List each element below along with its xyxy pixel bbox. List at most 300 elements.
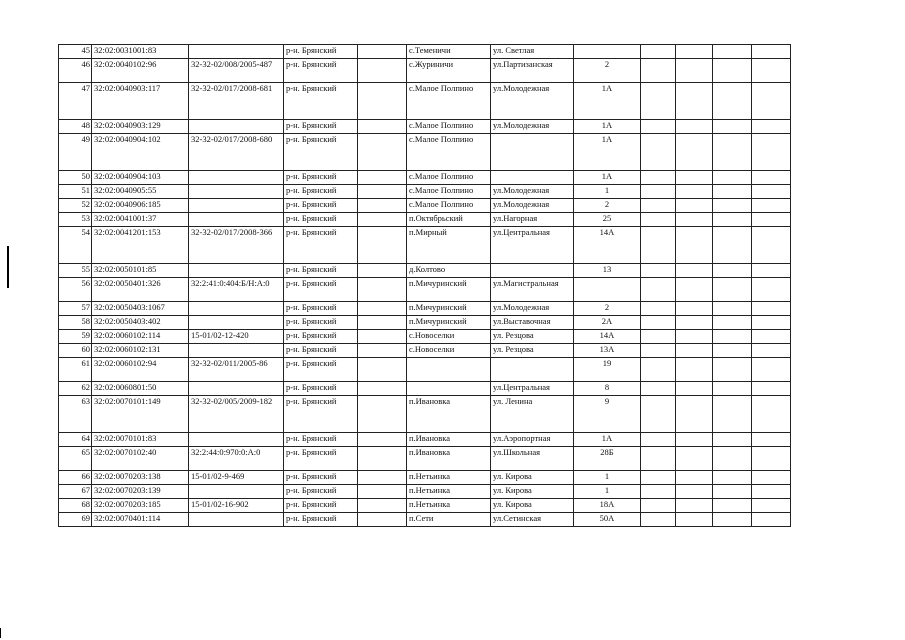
locality-cell: п.Мичуринский	[407, 316, 491, 330]
row-number-cell: 62	[59, 382, 92, 396]
empty-cell	[641, 433, 676, 447]
empty-cell	[752, 59, 791, 83]
district-cell: р-н. Брянский	[284, 59, 358, 83]
empty-cell	[676, 382, 713, 396]
house-number-cell: 2	[574, 302, 641, 316]
registration-number-cell: 32-32-02/017/2008-366	[189, 227, 284, 264]
registration-number-cell: 32-32-02/008/2005-487	[189, 59, 284, 83]
table-row	[59, 264, 791, 278]
row-number-cell: 56	[59, 278, 92, 302]
empty-cell	[641, 471, 676, 485]
empty-cell	[713, 278, 752, 302]
empty-cell	[752, 513, 791, 527]
row-number-cell: 58	[59, 316, 92, 330]
empty-cell	[713, 199, 752, 213]
street-cell: ул.Молодежная	[491, 199, 574, 213]
house-number-cell: 1А	[574, 171, 641, 185]
empty-cell	[676, 59, 713, 83]
house-number-cell	[574, 45, 641, 59]
district-cell: р-н. Брянский	[284, 83, 358, 120]
row-number-cell: 47	[59, 83, 92, 120]
cadastral-number-cell: 32:02:0041001:37	[92, 213, 189, 227]
locality-cell: п.Мичуринский	[407, 302, 491, 316]
district-cell: р-н. Брянский	[284, 213, 358, 227]
empty-cell	[641, 83, 676, 120]
district-cell: р-н. Брянский	[284, 344, 358, 358]
empty-cell	[752, 485, 791, 499]
blank-cell	[358, 382, 407, 396]
empty-cell	[752, 302, 791, 316]
street-cell: ул.Молодежная	[491, 185, 574, 199]
blank-cell	[358, 199, 407, 213]
empty-cell	[641, 278, 676, 302]
empty-cell	[641, 358, 676, 382]
table-row	[59, 447, 791, 471]
empty-cell	[752, 213, 791, 227]
empty-cell	[752, 433, 791, 447]
empty-cell	[676, 513, 713, 527]
empty-cell	[752, 344, 791, 358]
table-row	[59, 199, 791, 213]
table-row	[59, 185, 791, 199]
empty-cell	[713, 264, 752, 278]
empty-cell	[713, 83, 752, 120]
empty-cell	[641, 134, 676, 171]
street-cell: ул.Центральная	[491, 382, 574, 396]
house-number-cell: 28Б	[574, 447, 641, 471]
empty-cell	[676, 344, 713, 358]
table-row	[59, 302, 791, 316]
row-number-cell: 60	[59, 344, 92, 358]
blank-cell	[358, 45, 407, 59]
empty-cell	[641, 499, 676, 513]
locality-cell: п.Октябрьский	[407, 213, 491, 227]
empty-cell	[752, 199, 791, 213]
locality-cell: с.Малое Полпино	[407, 134, 491, 171]
blank-cell	[358, 485, 407, 499]
empty-cell	[713, 447, 752, 471]
locality-cell	[407, 382, 491, 396]
cadastral-number-cell: 32:02:0070102:40	[92, 447, 189, 471]
row-number-cell: 45	[59, 45, 92, 59]
empty-cell	[641, 120, 676, 134]
blank-cell	[358, 302, 407, 316]
district-cell: р-н. Брянский	[284, 499, 358, 513]
empty-cell	[713, 513, 752, 527]
house-number-cell: 14А	[574, 330, 641, 344]
registration-number-cell	[189, 316, 284, 330]
district-cell: р-н. Брянский	[284, 382, 358, 396]
cadastral-number-cell: 32:02:0060102:131	[92, 344, 189, 358]
empty-cell	[641, 447, 676, 471]
registration-number-cell	[189, 513, 284, 527]
empty-cell	[752, 358, 791, 382]
street-cell: ул.Аэропортная	[491, 433, 574, 447]
empty-cell	[641, 199, 676, 213]
house-number-cell: 25	[574, 213, 641, 227]
empty-cell	[676, 199, 713, 213]
empty-cell	[641, 227, 676, 264]
blank-cell	[358, 316, 407, 330]
empty-cell	[713, 134, 752, 171]
blank-cell	[358, 120, 407, 134]
table-row	[59, 83, 791, 120]
street-cell: ул.Сетинская	[491, 513, 574, 527]
locality-cell: с.Малое Полпино	[407, 185, 491, 199]
table-row	[59, 344, 791, 358]
blank-cell	[358, 447, 407, 471]
registration-number-cell	[189, 45, 284, 59]
empty-cell	[713, 471, 752, 485]
registration-number-cell: 32:2:41:0:404:Б/Н:А:0	[189, 278, 284, 302]
row-number-cell: 64	[59, 433, 92, 447]
district-cell: р-н. Брянский	[284, 316, 358, 330]
empty-cell	[752, 471, 791, 485]
cadastral-number-cell: 32:02:0040906:185	[92, 199, 189, 213]
row-number-cell: 68	[59, 499, 92, 513]
empty-cell	[752, 447, 791, 471]
empty-cell	[676, 447, 713, 471]
empty-cell	[713, 59, 752, 83]
empty-cell	[641, 185, 676, 199]
house-number-cell: 8	[574, 382, 641, 396]
empty-cell	[752, 45, 791, 59]
empty-cell	[641, 264, 676, 278]
district-cell: р-н. Брянский	[284, 45, 358, 59]
locality-cell	[407, 358, 491, 382]
house-number-cell: 1	[574, 185, 641, 199]
row-number-cell: 69	[59, 513, 92, 527]
district-cell: р-н. Брянский	[284, 358, 358, 382]
house-number-cell: 14А	[574, 227, 641, 264]
table-row	[59, 134, 791, 171]
locality-cell: п.Нетьинка	[407, 499, 491, 513]
empty-cell	[641, 302, 676, 316]
street-cell	[491, 264, 574, 278]
street-cell	[491, 171, 574, 185]
empty-cell	[713, 382, 752, 396]
registration-number-cell	[189, 120, 284, 134]
house-number-cell: 2А	[574, 316, 641, 330]
scan-margin-mark	[7, 246, 9, 288]
empty-cell	[641, 396, 676, 433]
empty-cell	[676, 278, 713, 302]
table-row	[59, 513, 791, 527]
registration-number-cell	[189, 302, 284, 316]
house-number-cell: 9	[574, 396, 641, 433]
street-cell: ул. Резцова	[491, 330, 574, 344]
district-cell: р-н. Брянский	[284, 199, 358, 213]
table-row	[59, 358, 791, 382]
row-number-cell: 55	[59, 264, 92, 278]
district-cell: р-н. Брянский	[284, 134, 358, 171]
property-table	[58, 44, 791, 527]
empty-cell	[713, 185, 752, 199]
table-row	[59, 45, 791, 59]
street-cell	[491, 134, 574, 171]
empty-cell	[752, 134, 791, 171]
empty-cell	[676, 134, 713, 171]
street-cell: ул.Нагорная	[491, 213, 574, 227]
house-number-cell: 1	[574, 485, 641, 499]
blank-cell	[358, 83, 407, 120]
blank-cell	[358, 59, 407, 83]
row-number-cell: 61	[59, 358, 92, 382]
table-row	[59, 59, 791, 83]
blank-cell	[358, 513, 407, 527]
blank-cell	[358, 171, 407, 185]
locality-cell: п.Нетьинка	[407, 471, 491, 485]
district-cell: р-н. Брянский	[284, 227, 358, 264]
street-cell: ул.Выставочная	[491, 316, 574, 330]
cadastral-number-cell: 32:02:0041201:153	[92, 227, 189, 264]
street-cell: ул. Кирова	[491, 485, 574, 499]
cadastral-number-cell: 32:02:0040903:129	[92, 120, 189, 134]
cadastral-number-cell: 32:02:0050403:402	[92, 316, 189, 330]
blank-cell	[358, 134, 407, 171]
empty-cell	[752, 330, 791, 344]
registration-number-cell: 32-32-02/017/2008-681	[189, 83, 284, 120]
row-number-cell: 52	[59, 199, 92, 213]
empty-cell	[752, 316, 791, 330]
cadastral-number-cell: 32:02:0070203:139	[92, 485, 189, 499]
empty-cell	[752, 185, 791, 199]
empty-cell	[641, 344, 676, 358]
empty-cell	[752, 264, 791, 278]
table-row	[59, 499, 791, 513]
row-number-cell: 50	[59, 171, 92, 185]
table-body	[59, 45, 791, 527]
row-number-cell: 48	[59, 120, 92, 134]
cadastral-number-cell: 32:02:0040905:55	[92, 185, 189, 199]
table-row	[59, 485, 791, 499]
empty-cell	[641, 45, 676, 59]
locality-cell: с.Малое Полпино	[407, 199, 491, 213]
empty-cell	[713, 213, 752, 227]
empty-cell	[713, 433, 752, 447]
blank-cell	[358, 396, 407, 433]
house-number-cell: 50А	[574, 513, 641, 527]
empty-cell	[752, 382, 791, 396]
empty-cell	[676, 316, 713, 330]
street-cell: ул. Кирова	[491, 471, 574, 485]
locality-cell: с.Новоселки	[407, 330, 491, 344]
locality-cell: п.Мирный	[407, 227, 491, 264]
locality-cell: с.Малое Полпино	[407, 171, 491, 185]
blank-cell	[358, 278, 407, 302]
street-cell: ул.Молодежная	[491, 120, 574, 134]
table-row	[59, 213, 791, 227]
street-cell: ул. Кирова	[491, 499, 574, 513]
locality-cell: с.Новоселки	[407, 344, 491, 358]
table-row	[59, 120, 791, 134]
cadastral-number-cell: 32:02:0040903:117	[92, 83, 189, 120]
empty-cell	[713, 316, 752, 330]
row-number-cell: 54	[59, 227, 92, 264]
cadastral-number-cell: 32:02:0070203:185	[92, 499, 189, 513]
locality-cell: с.Теменичи	[407, 45, 491, 59]
district-cell: р-н. Брянский	[284, 433, 358, 447]
empty-cell	[752, 171, 791, 185]
street-cell: ул.Магистральная	[491, 278, 574, 302]
empty-cell	[713, 120, 752, 134]
registration-number-cell	[189, 185, 284, 199]
blank-cell	[358, 358, 407, 382]
table-row	[59, 278, 791, 302]
empty-cell	[713, 330, 752, 344]
empty-cell	[676, 83, 713, 120]
table-row	[59, 227, 791, 264]
empty-cell	[641, 213, 676, 227]
street-cell: ул.Молодежная	[491, 83, 574, 120]
empty-cell	[676, 485, 713, 499]
empty-cell	[641, 382, 676, 396]
cadastral-number-cell: 32:02:0060102:114	[92, 330, 189, 344]
district-cell: р-н. Брянский	[284, 264, 358, 278]
district-cell: р-н. Брянский	[284, 171, 358, 185]
district-cell: р-н. Брянский	[284, 513, 358, 527]
empty-cell	[641, 316, 676, 330]
empty-cell	[752, 120, 791, 134]
empty-cell	[676, 330, 713, 344]
row-number-cell: 66	[59, 471, 92, 485]
empty-cell	[676, 358, 713, 382]
street-cell: ул. Резцова	[491, 344, 574, 358]
locality-cell: п.Нетьинка	[407, 485, 491, 499]
cadastral-number-cell: 32:02:0050401:326	[92, 278, 189, 302]
house-number-cell: 13А	[574, 344, 641, 358]
street-cell: ул.Школьная	[491, 447, 574, 471]
empty-cell	[713, 485, 752, 499]
empty-cell	[713, 227, 752, 264]
registration-number-cell	[189, 199, 284, 213]
locality-cell: п.Ивановка	[407, 433, 491, 447]
table-row	[59, 330, 791, 344]
house-number-cell: 2	[574, 199, 641, 213]
scan-corner-mark	[0, 628, 1, 638]
table-row	[59, 396, 791, 433]
empty-cell	[676, 396, 713, 433]
district-cell: р-н. Брянский	[284, 185, 358, 199]
empty-cell	[641, 59, 676, 83]
street-cell: ул. Светлая	[491, 45, 574, 59]
registration-number-cell: 15-01/02-9-469	[189, 471, 284, 485]
house-number-cell: 2	[574, 59, 641, 83]
district-cell: р-н. Брянский	[284, 485, 358, 499]
house-number-cell: 19	[574, 358, 641, 382]
registration-number-cell	[189, 485, 284, 499]
empty-cell	[676, 264, 713, 278]
locality-cell: с.Малое Полпино	[407, 120, 491, 134]
row-number-cell: 65	[59, 447, 92, 471]
row-number-cell: 59	[59, 330, 92, 344]
empty-cell	[676, 302, 713, 316]
empty-cell	[752, 83, 791, 120]
empty-cell	[676, 120, 713, 134]
district-cell: р-н. Брянский	[284, 330, 358, 344]
cadastral-number-cell: 32:02:0040904:102	[92, 134, 189, 171]
registration-number-cell	[189, 344, 284, 358]
cadastral-number-cell: 32:02:0050403:1067	[92, 302, 189, 316]
blank-cell	[358, 471, 407, 485]
empty-cell	[752, 396, 791, 433]
empty-cell	[676, 499, 713, 513]
empty-cell	[676, 471, 713, 485]
registration-number-cell	[189, 264, 284, 278]
blank-cell	[358, 213, 407, 227]
empty-cell	[713, 171, 752, 185]
empty-cell	[641, 171, 676, 185]
house-number-cell	[574, 278, 641, 302]
house-number-cell: 18А	[574, 499, 641, 513]
district-cell: р-н. Брянский	[284, 278, 358, 302]
registration-number-cell: 15-01/02-12-420	[189, 330, 284, 344]
house-number-cell: 1А	[574, 83, 641, 120]
locality-cell: д.Колтово	[407, 264, 491, 278]
empty-cell	[713, 396, 752, 433]
empty-cell	[752, 227, 791, 264]
registration-number-cell	[189, 213, 284, 227]
blank-cell	[358, 264, 407, 278]
registration-number-cell: 32-32-02/011/2005-86	[189, 358, 284, 382]
empty-cell	[676, 171, 713, 185]
cadastral-number-cell: 32:02:0070101:83	[92, 433, 189, 447]
locality-cell: п.Ивановка	[407, 396, 491, 433]
house-number-cell: 1А	[574, 134, 641, 171]
cadastral-number-cell: 32:02:0070101:149	[92, 396, 189, 433]
table-row	[59, 471, 791, 485]
cadastral-number-cell: 32:02:0050101:85	[92, 264, 189, 278]
cadastral-number-cell: 32:02:0040102:96	[92, 59, 189, 83]
empty-cell	[676, 227, 713, 264]
locality-cell: п.Мичуринский	[407, 278, 491, 302]
cadastral-number-cell: 32:02:0031001:83	[92, 45, 189, 59]
empty-cell	[676, 213, 713, 227]
empty-cell	[713, 45, 752, 59]
district-cell: р-н. Брянский	[284, 120, 358, 134]
blank-cell	[358, 185, 407, 199]
street-cell	[491, 358, 574, 382]
registration-number-cell	[189, 433, 284, 447]
registration-number-cell: 32-32-02/005/2009-182	[189, 396, 284, 433]
registration-number-cell	[189, 382, 284, 396]
blank-cell	[358, 330, 407, 344]
empty-cell	[676, 45, 713, 59]
cadastral-number-cell: 32:02:0070203:138	[92, 471, 189, 485]
empty-cell	[641, 485, 676, 499]
table-row	[59, 382, 791, 396]
blank-cell	[358, 433, 407, 447]
blank-cell	[358, 344, 407, 358]
row-number-cell: 63	[59, 396, 92, 433]
table-row	[59, 171, 791, 185]
empty-cell	[676, 433, 713, 447]
locality-cell: с.Журиничи	[407, 59, 491, 83]
street-cell: ул. Ленина	[491, 396, 574, 433]
district-cell: р-н. Брянский	[284, 447, 358, 471]
row-number-cell: 51	[59, 185, 92, 199]
cadastral-number-cell: 32:02:0070401:114	[92, 513, 189, 527]
empty-cell	[713, 499, 752, 513]
locality-cell: с.Малое Полпино	[407, 83, 491, 120]
empty-cell	[752, 278, 791, 302]
district-cell: р-н. Брянский	[284, 471, 358, 485]
house-number-cell: 1А	[574, 433, 641, 447]
registration-number-cell: 32-32-02/017/2008-680	[189, 134, 284, 171]
empty-cell	[641, 513, 676, 527]
empty-cell	[752, 499, 791, 513]
row-number-cell: 57	[59, 302, 92, 316]
